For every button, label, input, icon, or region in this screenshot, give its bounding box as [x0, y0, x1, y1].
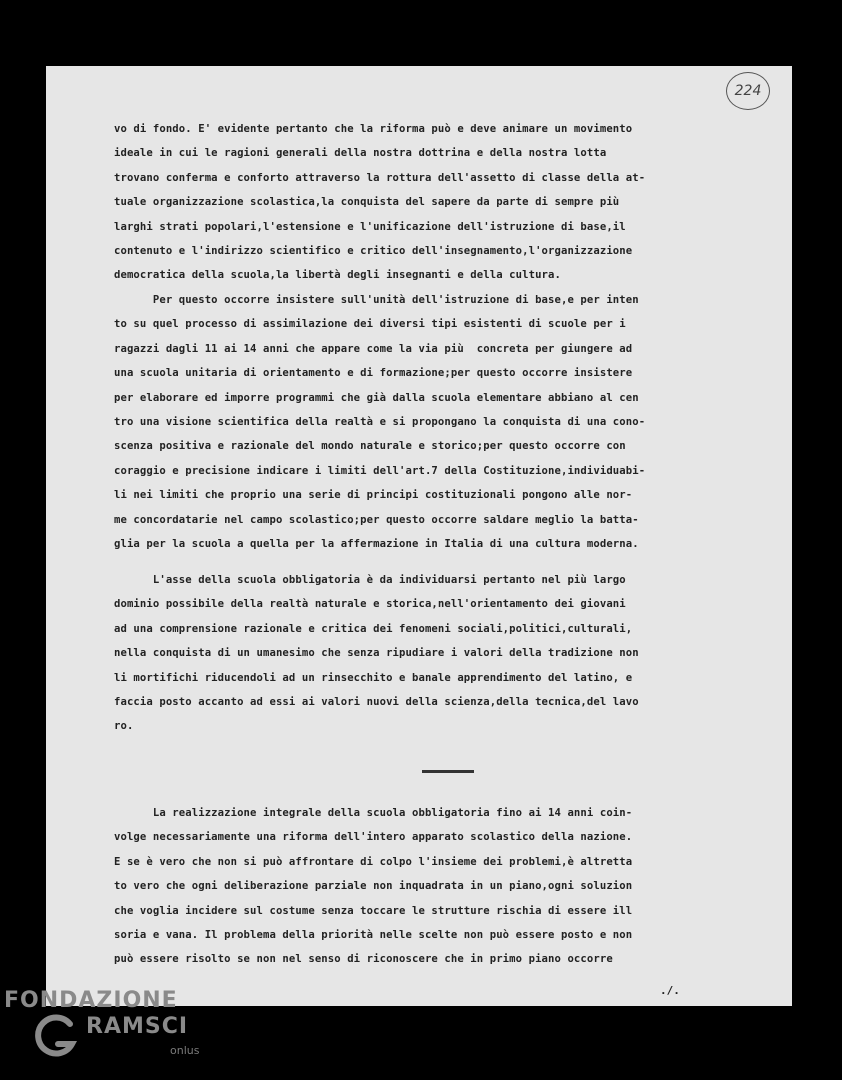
- text-line: che voglia incidere sul costume senza toccare le strutture rischia di essere ill: [114, 904, 633, 917]
- text-line: L'asse della scuola obbligatoria è da individuarsi pertanto nel più largo: [114, 574, 626, 586]
- text-line: to vero che ogni deliberazione parziale non inquadrata in un piano,ogni soluzion: [114, 880, 633, 893]
- logo-line-2: RAMSCI: [86, 1014, 189, 1039]
- text-line: soria e vana. Il problema della priorità nelle scelte non può essere posto e non: [114, 928, 633, 941]
- paragraph-3: [114, 568, 774, 739]
- text-line: larghi strati popolari,l'estensione e l'unificazione dell'istruzione di base,il: [114, 220, 626, 233]
- paragraph-4: [114, 801, 774, 972]
- page-number-stamp: 224: [726, 72, 770, 110]
- text-line: per elaborare ed imporre programmi che già dalla scuola elementare abbiano al cen: [114, 391, 639, 404]
- text-line: volge necessariamente una riforma dell'intero apparato scolastico della nazione.: [114, 831, 633, 844]
- continuation-mark: ./.: [660, 984, 680, 997]
- text-line: vo di fondo. E' evidente pertanto che la riforma può e deve animare un movimento: [114, 123, 633, 135]
- text-line: E se è vero che non si può affrontare di colpo l'insieme dei problemi,è altretta: [114, 855, 633, 868]
- text-line: una scuola unitaria di orientamento e di formazione;per questo occorre insistere: [114, 367, 633, 380]
- text-line: trovano conferma e conforto attraverso la rottura dell'assetto di classe della at-: [114, 171, 646, 184]
- text-line: glia per la scuola a quella per la affermazione in Italia di una cultura moderna.: [114, 537, 639, 550]
- text-line: tuale organizzazione scolastica,la conquista del sapere da parte di sempre più: [114, 196, 620, 209]
- logo-g-icon: [34, 1014, 80, 1060]
- text-line: scenza positiva e razionale del mondo naturale e storico;per questo occorre con: [114, 440, 626, 453]
- text-line: ad una comprensione razionale e critica dei fenomeni sociali,politici,culturali,: [114, 622, 633, 635]
- text-line: li mortifichi riducendoli ad un rinsecchito e banale apprendimento del latino, e: [114, 671, 633, 684]
- text-line: tro una visione scientifica della realtà e si propongano la conquista di una cono-: [114, 415, 646, 428]
- logo-line-1: FONDAZIONE: [4, 988, 178, 1013]
- text-line: democratica della scuola,la libertà degli insegnanti e della cultura.: [114, 269, 561, 282]
- text-line: può essere risolto se non nel senso di riconoscere che in primo piano occorre: [114, 953, 613, 966]
- text-line: li nei limiti che proprio una serie di principi costituzionali pongono alle nor-: [114, 489, 633, 502]
- text-line: dominio possibile della realtà naturale e storica,nell'orientamento dei giovani: [114, 598, 626, 611]
- section-separator: [422, 770, 474, 773]
- fondazione-gramsci-logo: [0, 986, 220, 1080]
- text-line: me concordatarie nel campo scolastico;per questo occorre saldare meglio la batta-: [114, 513, 639, 526]
- text-line: Per questo occorre insistere sull'unità dell'istruzione di base,e per inten: [114, 294, 639, 306]
- text-line: ro.: [114, 720, 134, 733]
- paragraph-2: [114, 288, 774, 556]
- paragraph-1: [114, 117, 774, 288]
- text-line: to su quel processo di assimilazione dei diversi tipi esistenti di scuole per i: [114, 318, 626, 331]
- text-line: faccia posto accanto ad essi ai valori nuovi della scienza,della tecnica,del lavo: [114, 695, 639, 708]
- text-line: contenuto e l'indirizzo scientifico e critico dell'insegnamento,l'organizzazione: [114, 244, 633, 257]
- text-line: ragazzi dagli 11 ai 14 anni che appare come la via più concreta per giungere ad: [114, 342, 633, 355]
- text-line: ideale in cui le ragioni generali della nostra dottrina e della nostra lotta: [114, 147, 607, 160]
- text-line: nella conquista di un umanesimo che senza ripudiare i valori della tradizione non: [114, 647, 639, 660]
- logo-line-3: onlus: [170, 1044, 200, 1057]
- text-line: coraggio e precisione indicare i limiti dell'art.7 della Costituzione,individuabi-: [114, 464, 646, 477]
- text-line: La realizzazione integrale della scuola obbligatoria fino ai 14 anni coin-: [114, 807, 633, 819]
